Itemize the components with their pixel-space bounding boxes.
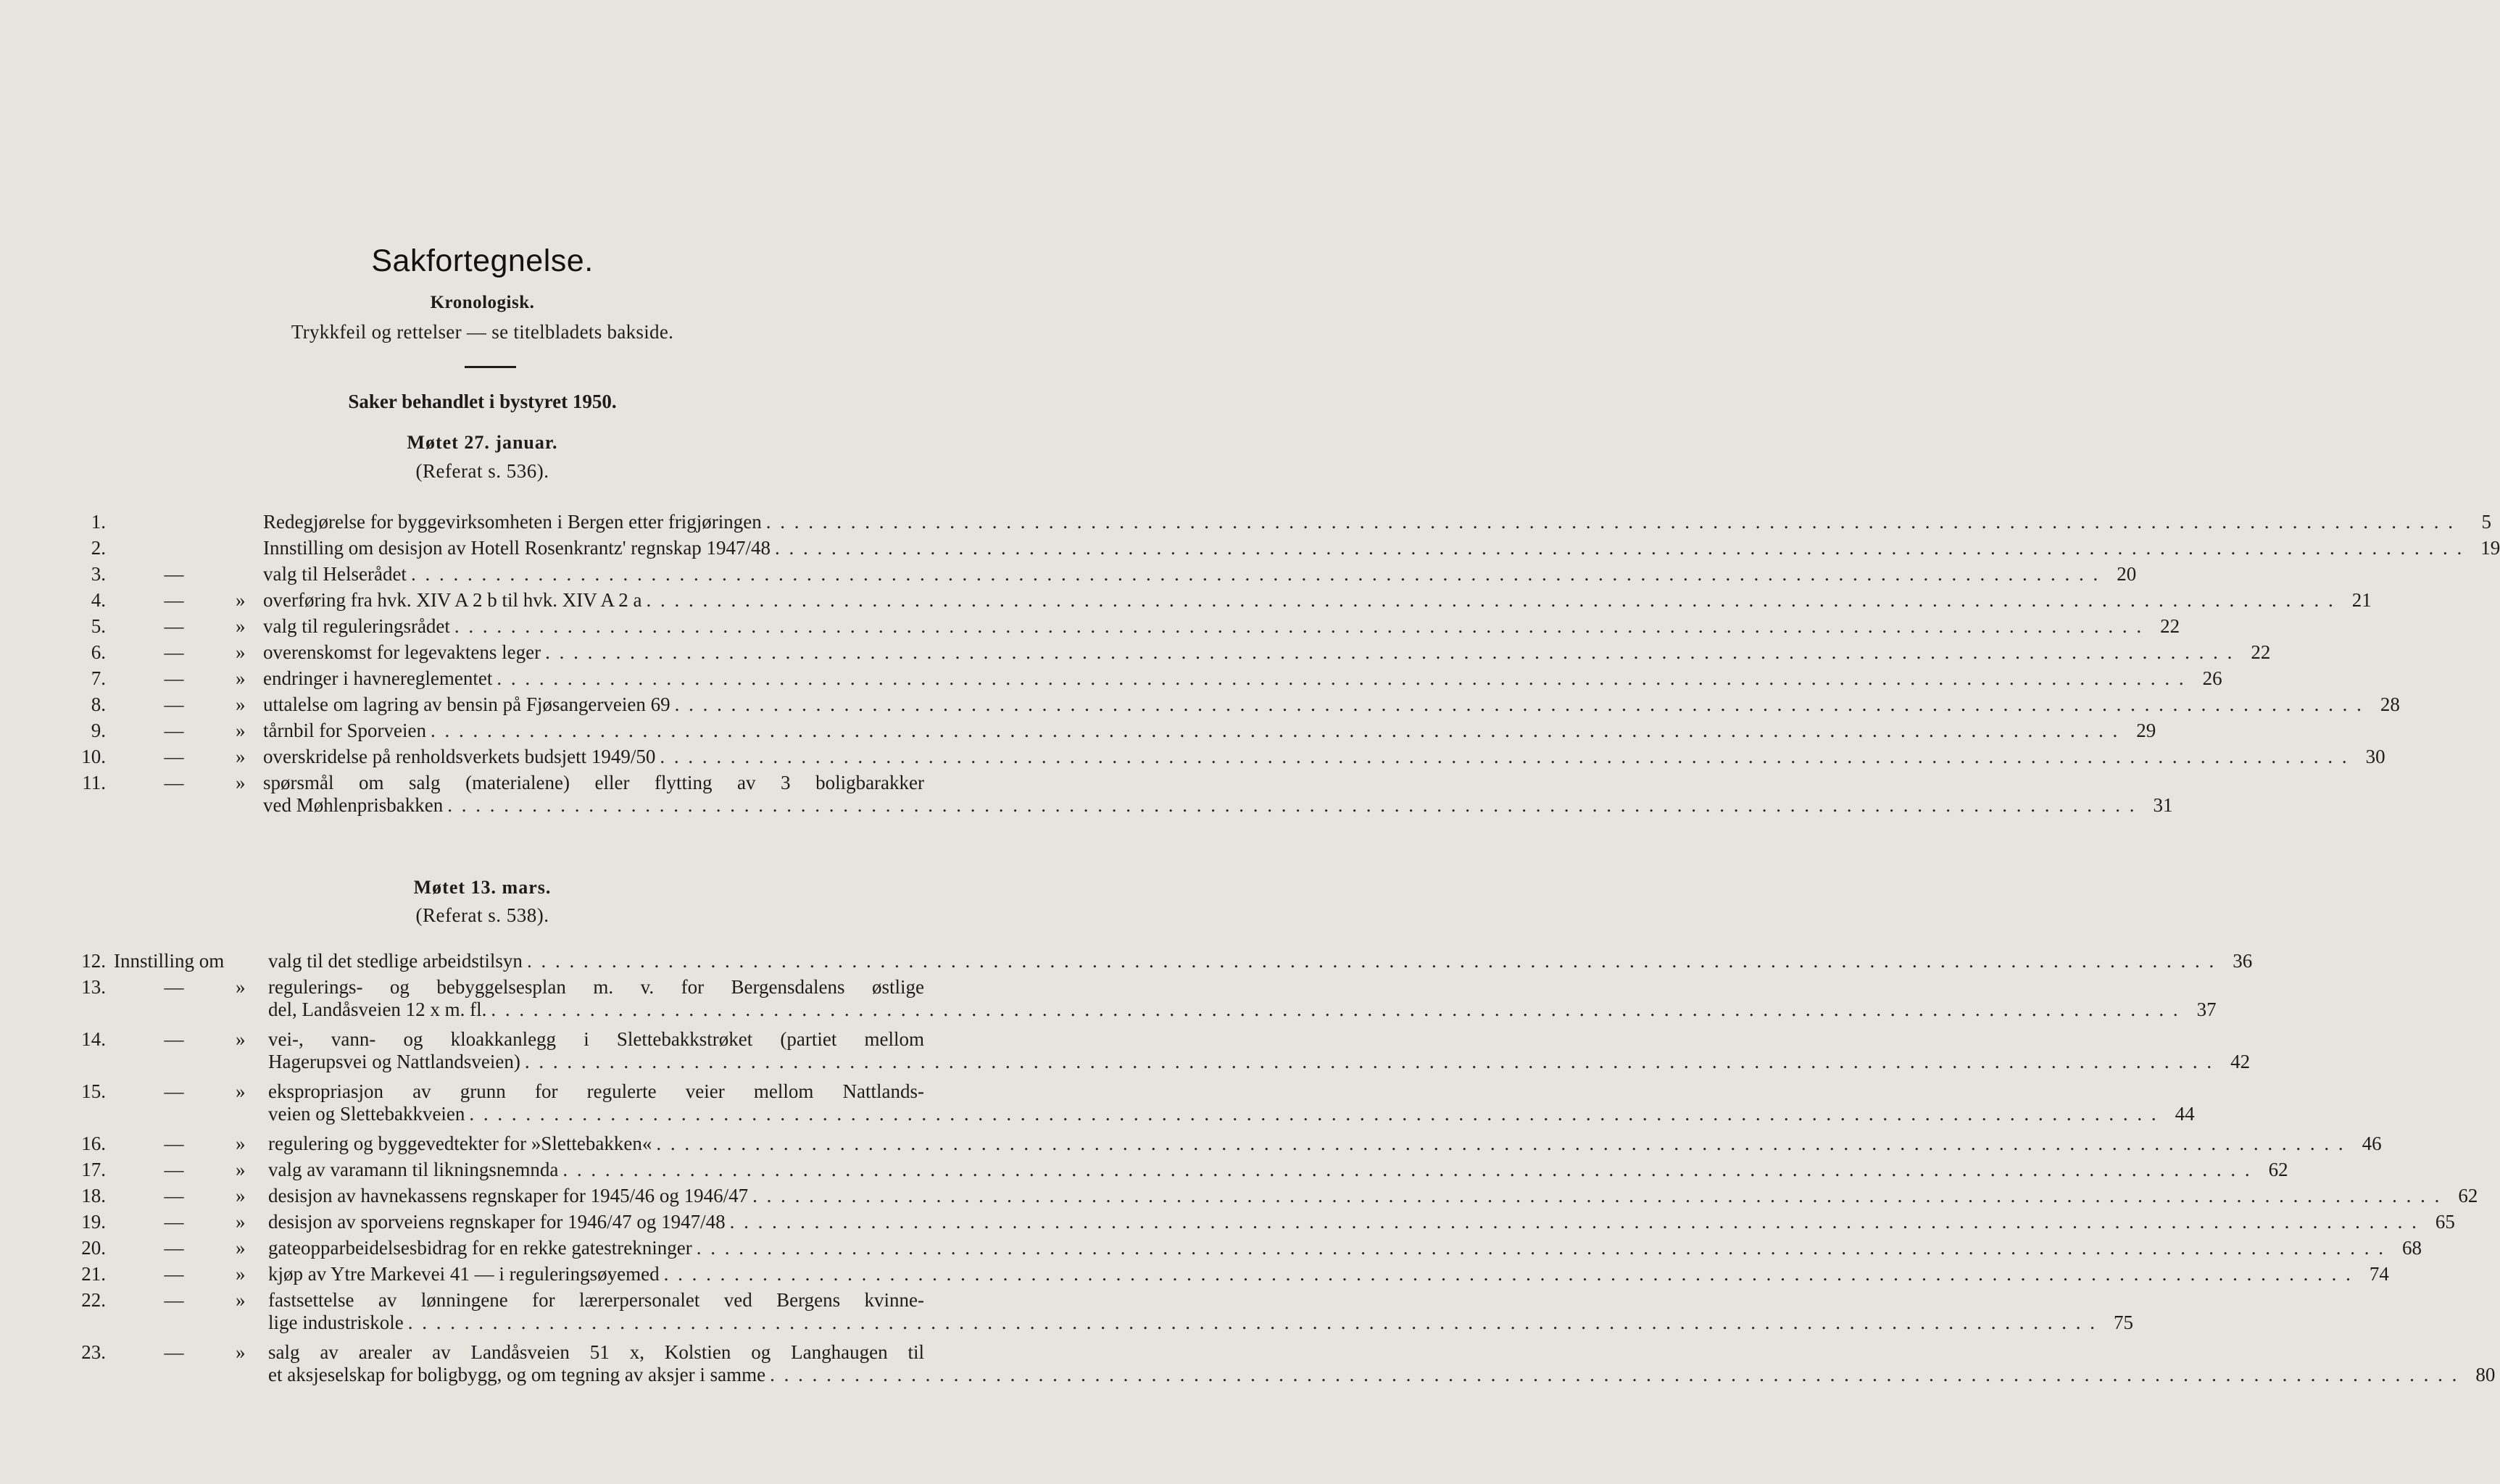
dot-leader: . . . . . . . . . . . . . . . . . . . . . . . . . . . . . . . . . . . . . . . . . . . . . . . . . . . . . . . . . . . . . . . . . . . . . . . . . . . . . . . . . . . . . . . . . . . . . . . . . . . . . . . . . . . . . . . . . . . . . . . .: [646, 589, 2335, 611]
ditto-mark: »: [236, 615, 246, 637]
dot-leader: . . . . . . . . . . . . . . . . . . . . . . . . . . . . . . . . . . . . . . . . . . . . . . . . . . . . . . . . . . . . . . . . . . . . . . . . . . . . . . . . . . . . . . . . . . . . . . . . . . . . . . . . . . . . . . . . . . . . . . . .: [454, 615, 2144, 637]
page-number: 74: [2369, 1263, 2389, 1285]
item-text: [268, 976, 2217, 1021]
ditto-mark: »: [236, 746, 246, 767]
agenda-item: [0, 563, 2137, 589]
page-title: Sakfortegnelse.: [371, 243, 594, 278]
ditto-mark: »: [236, 589, 246, 611]
ditto-dash: —: [164, 589, 184, 611]
dot-leader: . . . . . . . . . . . . . . . . . . . . . . . . . . . . . . . . . . . . . . . . . . . . . . . . . . . . . . . . . . . . . . . . . . . . . . . . . . . . . . . . . . . . . . . . . . . . . . . . . . . . . . . . . . . . . . . . . . . . . . . .: [526, 950, 2217, 972]
dot-leader: . . . . . . . . . . . . . . . . . . . . . . . . . . . . . . . . . . . . . . . . . . . . . . . . . . . . . . . . . . . . . . . . . . . . . . . . . . . . . . . . . . . . . . . . . . . . . . . . . . . . . . . . . . . . . . . . . . . . . . . .: [562, 1159, 2252, 1180]
item-text: [263, 746, 2385, 768]
ditto-mark: »: [236, 1159, 246, 1180]
item-text: [268, 1080, 2195, 1125]
dot-leader: . . . . . . . . . . . . . . . . . . . . . . . . . . . . . . . . . . . . . . . . . . . . . . . . . . . . . . . . . . . . . . . . . . . . . . . . . . . . . . . . . . . . . . . . . . . . . . . . . . . . . . . . . . . . . . . . . . . . . . . .: [663, 1263, 2353, 1285]
agenda-item: [0, 537, 2500, 563]
agenda-item: [0, 615, 2180, 641]
ditto-mark: »: [236, 1080, 246, 1102]
item-text: [268, 1133, 2382, 1155]
page-number: 21: [2351, 589, 2372, 611]
item-text-last-line: [263, 693, 2400, 716]
ditto-dash: —: [164, 693, 184, 715]
page-number: 26: [2202, 667, 2222, 689]
item-text: [263, 641, 2271, 664]
dot-leader: . . . . . . . . . . . . . . . . . . . . . . . . . . . . . . . . . . . . . . . . . . . . . . . . . . . . . . . . . . . . . . . . . . . . . . . . . . . . . . . . . . . . . . . . . . . . . . . . . . . . . . . . . . . . . . . . . . . . . . . .: [491, 999, 2180, 1020]
page-number: 31: [2153, 794, 2173, 816]
agenda-item: [0, 772, 2173, 824]
agenda-item: [0, 693, 2400, 720]
ditto-dash: —: [164, 1211, 184, 1233]
ditto-mark: »: [236, 1185, 246, 1206]
item-number: 3.: [91, 563, 106, 585]
agenda-item: [0, 1133, 2382, 1159]
item-text: [268, 1237, 2422, 1259]
item-title: regulering og byggevedtekter for »Slettebakken«: [268, 1133, 652, 1154]
item-title: overenskomst for legevaktens leger: [263, 641, 541, 663]
item-number: 12.: [81, 950, 106, 972]
dot-leader: . . . . . . . . . . . . . . . . . . . . . . . . . . . . . . . . . . . . . . . . . . . . . . . . . . . . . . . . . . . . . . . . . . . . . . . . . . . . . . . . . . . . . . . . . . . . . . . . . . . . . . . . . . . . . . . . . . . . . . . .: [407, 1312, 2097, 1333]
page-number: 30: [2365, 746, 2385, 767]
item-text-last-line: [268, 1159, 2288, 1181]
item-number: 8.: [91, 693, 106, 715]
ditto-dash: —: [164, 1185, 184, 1206]
ditto-mark: »: [236, 667, 246, 689]
item-number: 1.: [91, 511, 106, 533]
dot-leader: . . . . . . . . . . . . . . . . . . . . . . . . . . . . . . . . . . . . . . . . . . . . . . . . . . . . . . . . . . . . . . . . . . . . . . . . . . . . . . . . . . . . . . . . . . . . . . . . . . . . . . . . . . . . . . . . . . . . . . . .: [410, 563, 2101, 585]
item-text-last-line: [263, 667, 2222, 690]
page-number: 22: [2160, 615, 2180, 637]
item-text-line: regulerings- og bebyggelsesplan m. v. for Bergensdalens østlige: [268, 976, 924, 998]
ditto-dash: —: [164, 976, 184, 998]
item-text: [263, 511, 2492, 533]
item-text: [263, 693, 2400, 716]
ditto-dash: —: [164, 720, 184, 741]
ditto-mark: »: [236, 1263, 246, 1285]
item-title: desisjon av sporveiens regnskaper for 1946/47 og 1947/48: [268, 1211, 726, 1233]
item-text-line: vei-, vann- og kloakkanlegg i Slettebakkstrøket (partiet mellom: [268, 1028, 924, 1050]
item-text: [263, 772, 2173, 817]
dot-leader: . . . . . . . . . . . . . . . . . . . . . . . . . . . . . . . . . . . . . . . . . . . . . . . . . . . . . . . . . . . . . . . . . . . . . . . . . . . . . . . . . . . . . . . . . . . . . . . . . . . . . . . . . . . . . . . . . . . . . . . .: [469, 1103, 2159, 1125]
agenda-item: [0, 1159, 2288, 1185]
item-title: Hagerupsvei og Nattlandsveien): [268, 1051, 520, 1072]
page-number: 29: [2136, 720, 2156, 741]
page-number: 44: [2175, 1103, 2195, 1125]
meeting-reference: (Referat s. 538).: [415, 904, 549, 926]
dot-leader: . . . . . . . . . . . . . . . . . . . . . . . . . . . . . . . . . . . . . . . . . . . . . . . . . . . . . . . . . . . . . . . . . . . . . . . . . . . . . . . . . . . . . . . . . . . . . . . . . . . . . . . . . . . . . . . . . . . . . . . .: [775, 537, 2464, 559]
ditto-dash: —: [164, 1341, 184, 1363]
ditto-dash: —: [164, 772, 184, 793]
agenda-item: [0, 1211, 2455, 1237]
page-number: 20: [2117, 563, 2137, 585]
item-text: [268, 1341, 2496, 1386]
item-text: [268, 1289, 2133, 1334]
item-text-last-line: [268, 1211, 2455, 1233]
agenda-item: [0, 1028, 2251, 1080]
ditto-mark: »: [236, 1211, 246, 1233]
item-text-last-line: [263, 511, 2492, 533]
ditto-dash: —: [164, 1237, 184, 1259]
item-text: [268, 1263, 2389, 1285]
agenda-item: [0, 746, 2385, 772]
page-subtitle: Kronologisk.: [430, 293, 535, 312]
ditto-mark: »: [236, 1237, 246, 1259]
agenda-item: [0, 1185, 2478, 1211]
agenda-item: [0, 1263, 2389, 1289]
item-text-last-line: [263, 794, 2173, 817]
agenda-item: [0, 589, 2372, 615]
dot-leader: . . . . . . . . . . . . . . . . . . . . . . . . . . . . . . . . . . . . . . . . . . . . . . . . . . . . . . . . . . . . . . . . . . . . . . . . . . . . . . . . . . . . . . . . . . . . . . . . . . . . . . . . . . . . . . . . . . . . . . . .: [656, 1133, 2346, 1154]
item-title: veien og Slettebakkveien: [268, 1103, 465, 1125]
item-text: [263, 589, 2372, 612]
item-text: [268, 950, 2253, 972]
agenda-item: [0, 720, 2156, 746]
dot-leader: . . . . . . . . . . . . . . . . . . . . . . . . . . . . . . . . . . . . . . . . . . . . . . . . . . . . . . . . . . . . . . . . . . . . . . . . . . . . . . . . . . . . . . . . . . . . . . . . . . . . . . . . . . . . . . . . . . . . . . . .: [447, 794, 2137, 816]
dot-leader: . . . . . . . . . . . . . . . . . . . . . . . . . . . . . . . . . . . . . . . . . . . . . . . . . . . . . . . . . . . . . . . . . . . . . . . . . . . . . . . . . . . . . . . . . . . . . . . . . . . . . . . . . . . . . . . . . . . . . . . .: [545, 641, 2235, 663]
item-text: [263, 667, 2222, 690]
agenda-item: [0, 667, 2222, 693]
agenda-item: [0, 1080, 2195, 1133]
dot-leader: . . . . . . . . . . . . . . . . . . . . . . . . . . . . . . . . . . . . . . . . . . . . . . . . . . . . . . . . . . . . . . . . . . . . . . . . . . . . . . . . . . . . . . . . . . . . . . . . . . . . . . . . . . . . . . . . . . . . . . . .: [430, 720, 2120, 741]
item-text-last-line: [268, 1051, 2251, 1073]
item-number: 18.: [81, 1185, 106, 1206]
agenda-item: [0, 1289, 2133, 1341]
item-text: [268, 1185, 2478, 1207]
page-number: 46: [2362, 1133, 2382, 1154]
item-text-last-line: [268, 1364, 2496, 1386]
section-heading: Saker behandlet i bystyret 1950.: [348, 391, 617, 412]
item-number: 11.: [82, 772, 106, 793]
item-text-last-line: [263, 589, 2372, 612]
item-title: valg til Helserådet: [263, 563, 407, 585]
ditto-dash: —: [164, 1289, 184, 1311]
item-text-last-line: [263, 746, 2385, 768]
item-title: et aksjeselskap for boligbygg, og om tegning av aksjer i samme: [268, 1364, 766, 1385]
item-title: lige industriskole: [268, 1312, 404, 1333]
page-number: 5: [2481, 511, 2492, 533]
ditto-mark: »: [236, 1341, 246, 1363]
ditto-dash: —: [164, 1028, 184, 1050]
errata-note: Trykkfeil og rettelser — se titelbladets bakside.: [291, 321, 674, 343]
page-number: 28: [2380, 693, 2400, 715]
item-title: desisjon av havnekassens regnskaper for 1945/46 og 1946/47: [268, 1185, 749, 1206]
ditto-mark: »: [236, 1028, 246, 1050]
ditto-dash: —: [164, 667, 184, 689]
item-number: 21.: [81, 1263, 106, 1285]
ditto-mark: »: [236, 693, 246, 715]
item-number: 2.: [91, 537, 106, 559]
page-number: 65: [2435, 1211, 2455, 1233]
item-number: 22.: [81, 1289, 106, 1311]
item-prefix: Innstilling om: [114, 950, 225, 972]
item-title: overskridelse på renholdsverkets budsjett 1949/50: [263, 746, 656, 767]
item-title: del, Landåsveien 12 x m. fl.: [268, 999, 487, 1020]
item-number: 10.: [81, 746, 106, 767]
dot-leader: . . . . . . . . . . . . . . . . . . . . . . . . . . . . . . . . . . . . . . . . . . . . . . . . . . . . . . . . . . . . . . . . . . . . . . . . . . . . . . . . . . . . . . . . . . . . . . . . . . . . . . . . . . . . . . . . . . . . . . . .: [660, 746, 2349, 767]
item-text-last-line: [263, 537, 2500, 559]
item-text-last-line: [268, 1263, 2389, 1285]
page-number: 68: [2402, 1237, 2422, 1259]
item-text: [268, 1211, 2455, 1233]
item-number: 15.: [81, 1080, 106, 1102]
item-number: 23.: [81, 1341, 106, 1363]
item-text-last-line: [268, 1312, 2133, 1334]
dot-leader: . . . . . . . . . . . . . . . . . . . . . . . . . . . . . . . . . . . . . . . . . . . . . . . . . . . . . . . . . . . . . . . . . . . . . . . . . . . . . . . . . . . . . . . . . . . . . . . . . . . . . . . . . . . . . . . . . . . . . . . .: [524, 1051, 2214, 1072]
ditto-dash: —: [164, 563, 184, 585]
agenda-item: [0, 976, 2217, 1028]
ditto-mark: »: [236, 1133, 246, 1154]
dot-leader: . . . . . . . . . . . . . . . . . . . . . . . . . . . . . . . . . . . . . . . . . . . . . . . . . . . . . . . . . . . . . . . . . . . . . . . . . . . . . . . . . . . . . . . . . . . . . . . . . . . . . . . . . . . . . . . . . . . . . . . .: [696, 1237, 2385, 1259]
meeting-title: Møtet 27. januar.: [407, 432, 558, 453]
item-title: Innstilling om desisjon av Hotell Rosenkrantz' regnskap 1947/48: [263, 537, 771, 559]
ditto-dash: —: [164, 641, 184, 663]
title-divider: [465, 366, 516, 368]
item-text-last-line: [268, 1185, 2478, 1207]
ditto-mark: »: [236, 976, 246, 998]
item-text-last-line: [263, 615, 2180, 638]
item-text: [268, 1028, 2251, 1073]
item-title: kjøp av Ytre Markevei 41 — i reguleringsøyemed: [268, 1263, 660, 1285]
agenda-item: [0, 641, 2271, 667]
item-number: 6.: [91, 641, 106, 663]
item-title: endringer i havnereglementet: [263, 667, 493, 689]
item-title: overføring fra hvk. XIV A 2 b til hvk. XIV A 2 a: [263, 589, 642, 611]
item-text: [268, 1159, 2288, 1181]
agenda-item: [0, 511, 2492, 537]
item-title: Redegjørelse for byggevirksomheten i Bergen etter frigjøringen: [263, 511, 762, 533]
item-text-line: spørsmål om salg (materialene) eller flytting av 3 boligbarakker: [263, 772, 924, 793]
agenda-item: [0, 1341, 2496, 1393]
meeting-reference: (Referat s. 536).: [415, 460, 549, 482]
dot-leader: . . . . . . . . . . . . . . . . . . . . . . . . . . . . . . . . . . . . . . . . . . . . . . . . . . . . . . . . . . . . . . . . . . . . . . . . . . . . . . . . . . . . . . . . . . . . . . . . . . . . . . . . . . . . . . . . . . . . . . . .: [770, 1364, 2459, 1385]
item-text-last-line: [268, 999, 2217, 1021]
item-text: [263, 615, 2180, 638]
item-number: 19.: [81, 1211, 106, 1233]
item-text: [263, 563, 2137, 585]
item-title: ved Møhlenprisbakken: [263, 794, 444, 816]
dot-leader: . . . . . . . . . . . . . . . . . . . . . . . . . . . . . . . . . . . . . . . . . . . . . . . . . . . . . . . . . . . . . . . . . . . . . . . . . . . . . . . . . . . . . . . . . . . . . . . . . . . . . . . . . . . . . . . . . . . . . . . .: [765, 511, 2456, 533]
item-text-last-line: [263, 641, 2271, 664]
item-number: 7.: [91, 667, 106, 689]
ditto-mark: »: [236, 641, 246, 663]
item-text: [263, 537, 2500, 559]
page-number: 22: [2251, 641, 2271, 663]
item-title: valg til det stedlige arbeidstilsyn: [268, 950, 523, 972]
item-number: 16.: [81, 1133, 106, 1154]
ditto-dash: —: [164, 1133, 184, 1154]
item-title: valg av varamann til likningsnemnda: [268, 1159, 559, 1180]
item-number: 13.: [81, 976, 106, 998]
dot-leader: . . . . . . . . . . . . . . . . . . . . . . . . . . . . . . . . . . . . . . . . . . . . . . . . . . . . . . . . . . . . . . . . . . . . . . . . . . . . . . . . . . . . . . . . . . . . . . . . . . . . . . . . . . . . . . . . . . . . . . . .: [729, 1211, 2419, 1233]
ditto-mark: »: [236, 720, 246, 741]
item-text-line: fastsettelse av lønningene for lærerpersonalet ved Bergens kvinne-: [268, 1289, 924, 1311]
dot-leader: . . . . . . . . . . . . . . . . . . . . . . . . . . . . . . . . . . . . . . . . . . . . . . . . . . . . . . . . . . . . . . . . . . . . . . . . . . . . . . . . . . . . . . . . . . . . . . . . . . . . . . . . . . . . . . . . . . . . . . . .: [497, 667, 2186, 689]
item-number: 20.: [81, 1237, 106, 1259]
item-title: uttalelse om lagring av bensin på Fjøsangerveien 69: [263, 693, 670, 715]
item-text-last-line: [268, 950, 2253, 972]
item-number: 9.: [91, 720, 106, 741]
item-text-last-line: [263, 720, 2156, 742]
item-title: tårnbil for Sporveien: [263, 720, 426, 741]
item-text-last-line: [268, 1103, 2195, 1125]
item-text-last-line: [268, 1133, 2382, 1155]
item-number: 5.: [91, 615, 106, 637]
ditto-dash: —: [164, 1159, 184, 1180]
item-number: 17.: [81, 1159, 106, 1180]
item-text-line: ekspropriasjon av grunn for regulerte veier mellom Nattlands-: [268, 1080, 924, 1102]
page-number: 36: [2233, 950, 2253, 972]
ditto-dash: —: [164, 1080, 184, 1102]
dot-leader: . . . . . . . . . . . . . . . . . . . . . . . . . . . . . . . . . . . . . . . . . . . . . . . . . . . . . . . . . . . . . . . . . . . . . . . . . . . . . . . . . . . . . . . . . . . . . . . . . . . . . . . . . . . . . . . . . . . . . . . .: [752, 1185, 2442, 1206]
meeting-title: Møtet 13. mars.: [413, 877, 552, 898]
page-number: 42: [2230, 1051, 2251, 1072]
ditto-mark: »: [236, 1289, 246, 1311]
ditto-dash: —: [164, 746, 184, 767]
item-text-last-line: [263, 563, 2137, 585]
ditto-mark: »: [236, 772, 246, 793]
agenda-item: [0, 950, 2253, 976]
ditto-dash: —: [164, 615, 184, 637]
item-title: gateopparbeidelsesbidrag for en rekke gatestrekninger: [268, 1237, 692, 1259]
page-number: 19: [2480, 537, 2500, 559]
ditto-dash: —: [164, 1263, 184, 1285]
item-number: 4.: [91, 589, 106, 611]
page-number: 75: [2113, 1312, 2133, 1333]
item-text-line: salg av arealer av Landåsveien 51 x, Kolstien og Langhaugen til: [268, 1341, 924, 1363]
page-number: 80: [2475, 1364, 2496, 1385]
item-text: [263, 720, 2156, 742]
item-text-last-line: [268, 1237, 2422, 1259]
agenda-item: [0, 1237, 2422, 1263]
item-number: 14.: [81, 1028, 106, 1050]
page-number: 62: [2268, 1159, 2288, 1180]
page-number: 37: [2196, 999, 2217, 1020]
item-title: valg til reguleringsrådet: [263, 615, 450, 637]
dot-leader: . . . . . . . . . . . . . . . . . . . . . . . . . . . . . . . . . . . . . . . . . . . . . . . . . . . . . . . . . . . . . . . . . . . . . . . . . . . . . . . . . . . . . . . . . . . . . . . . . . . . . . . . . . . . . . . . . . . . . . . .: [674, 693, 2364, 715]
page-number: 62: [2458, 1185, 2478, 1206]
